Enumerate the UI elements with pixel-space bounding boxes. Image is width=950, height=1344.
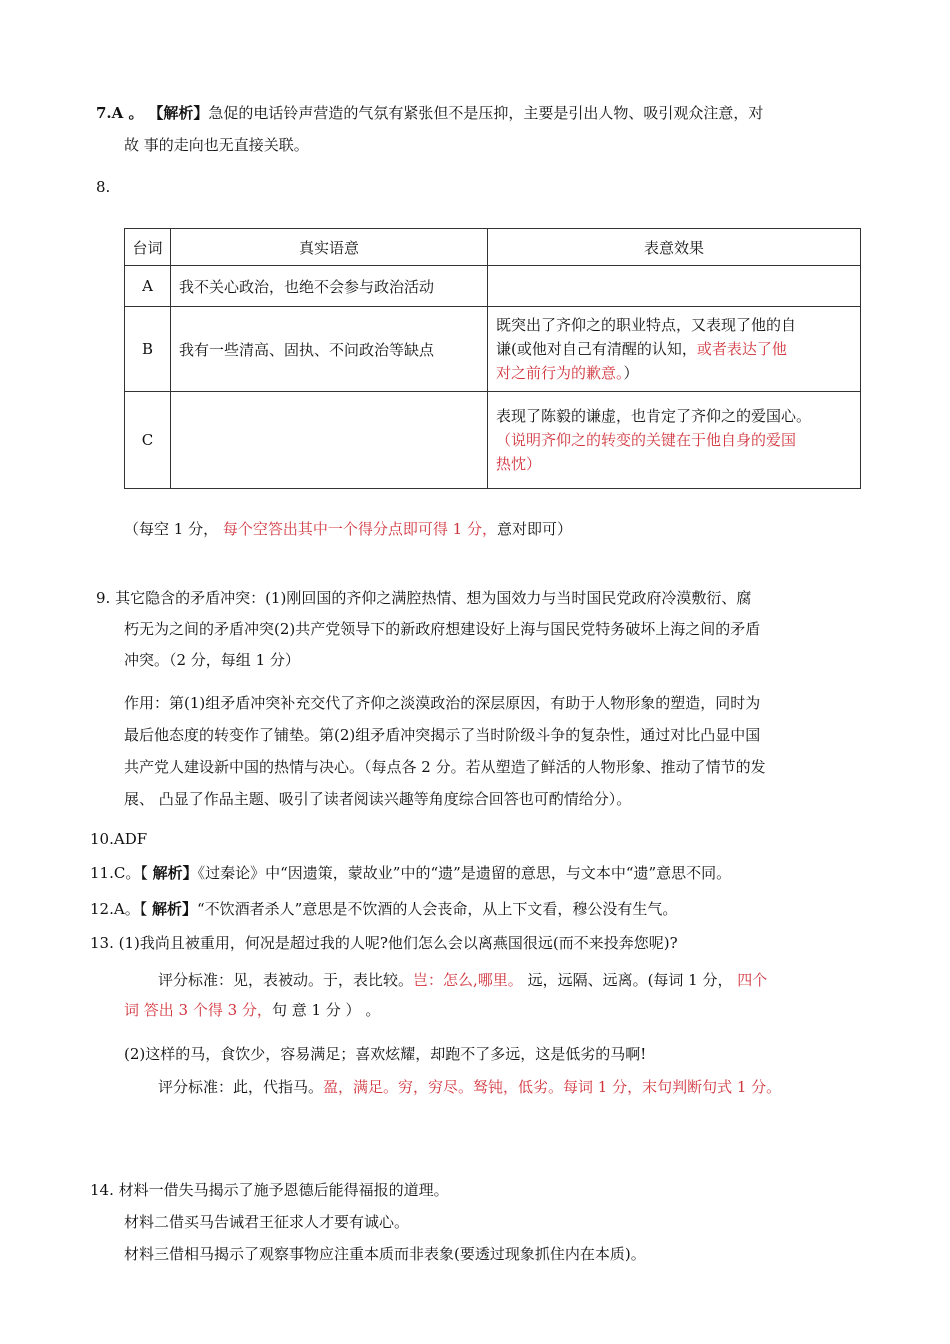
q9-line: 作用：第(1)组矛盾冲突补充交代了齐仰之淡漠政治的深层原因，有助于人物形象的塑造，同时为 bbox=[124, 694, 761, 712]
q13-scoring-2 bbox=[158, 1072, 781, 1102]
q13-scoring-1-cont bbox=[124, 995, 380, 1025]
table-header-row bbox=[125, 229, 861, 266]
q10-answer: 10.ADF bbox=[90, 830, 148, 848]
effect-text: 谦(或他对自己有清醒的认知， bbox=[496, 340, 697, 358]
header-effect: 表意效果 bbox=[488, 229, 861, 266]
score-text: 评分标准：见，表被动。于，表比较。 bbox=[158, 971, 414, 989]
effect-text-red: 或者表达了他 bbox=[696, 340, 787, 358]
row-label: C bbox=[125, 392, 171, 489]
effect-line: 既突出了齐仰之的职业特点，又表现了他的自 bbox=[496, 316, 797, 334]
effect-line bbox=[496, 361, 852, 385]
q9-line: 9. 其它隐含的矛盾冲突：(1)刚回国的齐仰之满腔热情、想为国效力与当时国民党政府冷漠敷衍、腐 bbox=[96, 589, 752, 607]
effect-text: ） bbox=[623, 364, 639, 382]
q12-text: “不饮酒者杀人”意思是不饮酒的人会丧命，从上下文看，穆公没有生气。 bbox=[197, 900, 678, 918]
note-text-red: 每个空答出其中一个得分点即可得 1 分， bbox=[222, 520, 497, 538]
score-text-red: 词 答出 3 个得 3 分， bbox=[124, 1001, 272, 1019]
row-meaning: 我不关心政治，也绝不会参与政治活动 bbox=[171, 266, 488, 307]
score-text-red: 岂：怎么,哪里。 bbox=[413, 971, 523, 989]
q14-line: 14. 材料一借失马揭示了施予恩德后能得福报的道理。 bbox=[90, 1181, 449, 1199]
q11-line bbox=[90, 858, 731, 888]
score-text-red: 盈，满足。穷，穷尽。驽钝，低劣。每词 1 分，末句判断句式 1 分。 bbox=[323, 1078, 782, 1096]
q9-line: 最后他态度的转变作了铺垫。第(2)组矛盾冲突揭示了当时阶级斗争的复杂性，通过对比凸显中国 bbox=[124, 726, 761, 744]
note-text: 意对即可） bbox=[496, 520, 572, 538]
q9-line: 展、 凸显了作品主题、吸引了读者阅读兴趣等角度综合回答也可酌情给分）。 bbox=[124, 790, 632, 808]
table-row bbox=[125, 307, 861, 392]
score-text-red: 四个 bbox=[732, 971, 768, 989]
table-row bbox=[125, 392, 861, 489]
q8-answer-table bbox=[124, 228, 861, 489]
q7-text-1: 急促的电话铃声营造的气氛有紧张但不是压抑，主要是引出人物、吸引观众注意，对 bbox=[208, 104, 764, 122]
q9-line: 共产党人建设新中国的热情与决心。（每点各 2 分。若从塑造了鲜活的人物形象、推动了情节的发 bbox=[124, 758, 766, 776]
row-label: B bbox=[125, 307, 171, 392]
row-meaning: 我有一些清高、固执、不问政治等缺点 bbox=[171, 307, 488, 392]
q13-line: (2)这样的马，食饮少，容易满足；喜欢炫耀，却跑不了多远，这是低劣的马啊! bbox=[124, 1045, 647, 1063]
score-text: 句 意 1 分 ） 。 bbox=[271, 1001, 381, 1019]
q7-analysis-tag: 【解析】 bbox=[148, 104, 209, 122]
q14-line: 材料三借相马揭示了观察事物应注重本质而非表象(要透过现象抓住内在本质)。 bbox=[124, 1245, 646, 1263]
q8-number: 8. bbox=[96, 178, 111, 196]
table-row bbox=[125, 266, 861, 307]
q13-scoring-1 bbox=[158, 965, 767, 995]
q11-text: 《过秦论》中“因遗策，蒙故业”中的“遗”是遗留的意思，与文本中“遗”意思不同。 bbox=[197, 864, 732, 882]
q13-line: 13. (1)我尚且被重用，何况是超过我的人呢?他们怎么会以离燕国很远(而不来投奔您呢)? bbox=[90, 934, 678, 952]
header-line: 台词 bbox=[125, 229, 171, 266]
score-text: 远，远隔、远离。(每词 1 分， bbox=[522, 971, 733, 989]
effect-line bbox=[496, 337, 852, 361]
row-effect bbox=[488, 266, 861, 307]
score-text: 评分标准：此，代指马。 bbox=[158, 1078, 324, 1096]
header-meaning: 真实语意 bbox=[171, 229, 488, 266]
note-text: （每空 1 分， bbox=[124, 520, 219, 538]
q9-line: 冲突。（2 分，每组 1 分） bbox=[124, 651, 300, 669]
q12-number: 12.A。【 bbox=[90, 900, 148, 918]
q9-line: 朽无为之间的矛盾冲突(2)共产党领导下的新政府想建设好上海与国民党特务破坏上海之间的矛盾 bbox=[124, 620, 761, 638]
row-label: A bbox=[125, 266, 171, 307]
q11-analysis-tag: 解析】 bbox=[152, 864, 198, 882]
effect-line-red: 热忱） bbox=[496, 455, 542, 473]
row-meaning bbox=[171, 392, 488, 489]
q7-text-2: 故 事的走向也无直接关联。 bbox=[124, 136, 309, 154]
q11-number: 11.C。【 bbox=[90, 864, 148, 882]
q7-line-1 bbox=[96, 98, 763, 128]
q12-analysis-tag: 解析】 bbox=[151, 900, 197, 918]
q8-scoring-note bbox=[124, 514, 572, 544]
row-effect bbox=[488, 307, 861, 392]
q7-number: 7.A 。 bbox=[96, 104, 144, 122]
effect-line-red: （说明齐仰之的转变的关键在于他自身的爱国 bbox=[496, 431, 797, 449]
q14-line: 材料二借买马告诫君王征求人才要有诚心。 bbox=[124, 1213, 410, 1231]
q12-line bbox=[90, 894, 677, 924]
row-effect bbox=[488, 392, 861, 489]
effect-line: 表现了陈毅的谦虚，也肯定了齐仰之的爱国心。 bbox=[496, 407, 812, 425]
effect-text-red: 对之前行为的歉意。 bbox=[496, 364, 624, 382]
